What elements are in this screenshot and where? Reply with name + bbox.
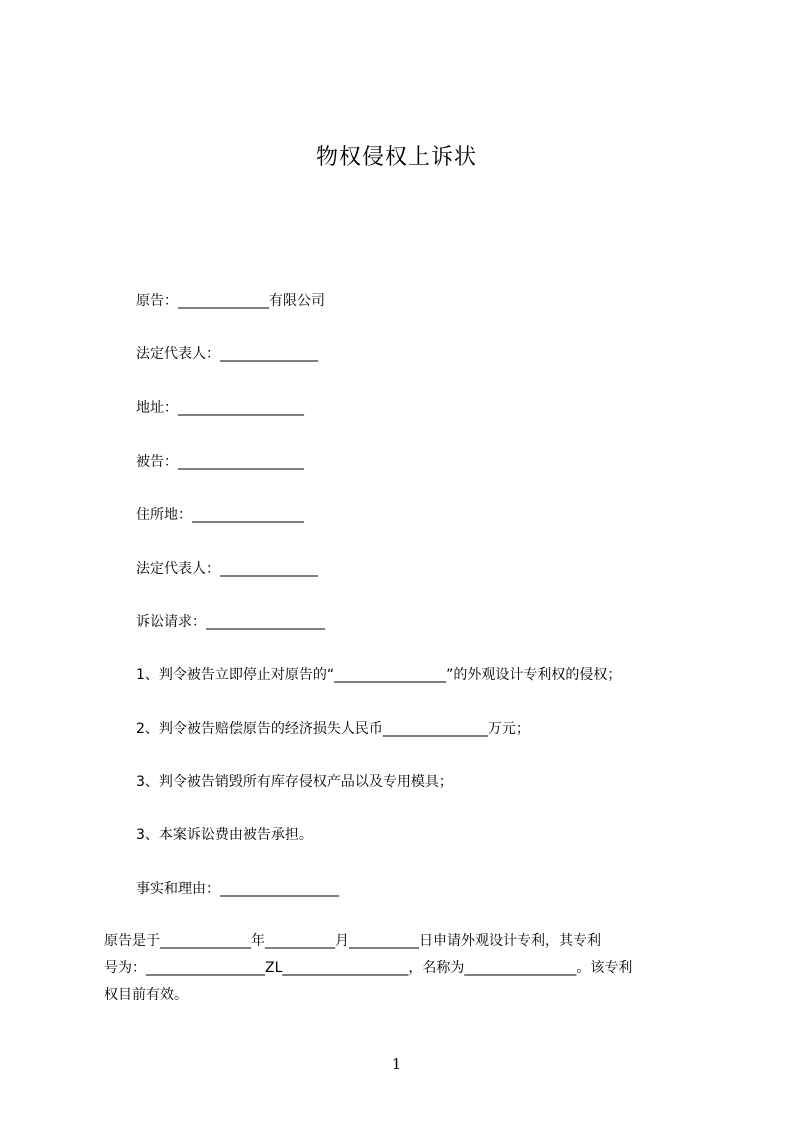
defendant-line: 被告：__________________ <box>136 454 304 470</box>
facts-paragraph-row: 原告是于_____________年__________月__________日申请外观设计专利，其专利 <box>104 933 601 949</box>
defendant-residence-line: 住所地：________________ <box>136 507 304 523</box>
plaintiff-line: 原告：_____________有限公司 <box>136 293 325 309</box>
facts-paragraph <box>104 928 707 1009</box>
page-number: 1 <box>391 1055 402 1073</box>
claim-item-1: 1、判令被告立即停止对原告的“________________”的外观设计专利权的侵权； <box>136 667 622 683</box>
facts-heading-line: 事实和理由：_________________ <box>136 881 339 897</box>
defendant-representative-line: 法定代表人：______________ <box>136 561 318 577</box>
facts-paragraph-row: 权目前有效。 <box>104 987 188 1003</box>
facts-paragraph-row: 号为：_________________ZL__________________，名称为________________。该专利 <box>104 960 633 976</box>
plaintiff-address-line: 地址：__________________ <box>136 400 304 416</box>
claims-heading-line: 诉讼请求：_________________ <box>136 614 325 630</box>
document-title: 物权侵权上诉状 <box>315 145 477 170</box>
claim-item-2: 2、判令被告赔偿原告的经济损失人民币_______________万元； <box>136 721 530 737</box>
claim-item-3: 3、判令被告销毁所有库存侵权产品以及专用模具； <box>136 774 453 790</box>
plaintiff-representative-line: 法定代表人：______________ <box>136 346 318 362</box>
claim-item-4: 3、本案诉讼费由被告承担。 <box>136 827 313 843</box>
